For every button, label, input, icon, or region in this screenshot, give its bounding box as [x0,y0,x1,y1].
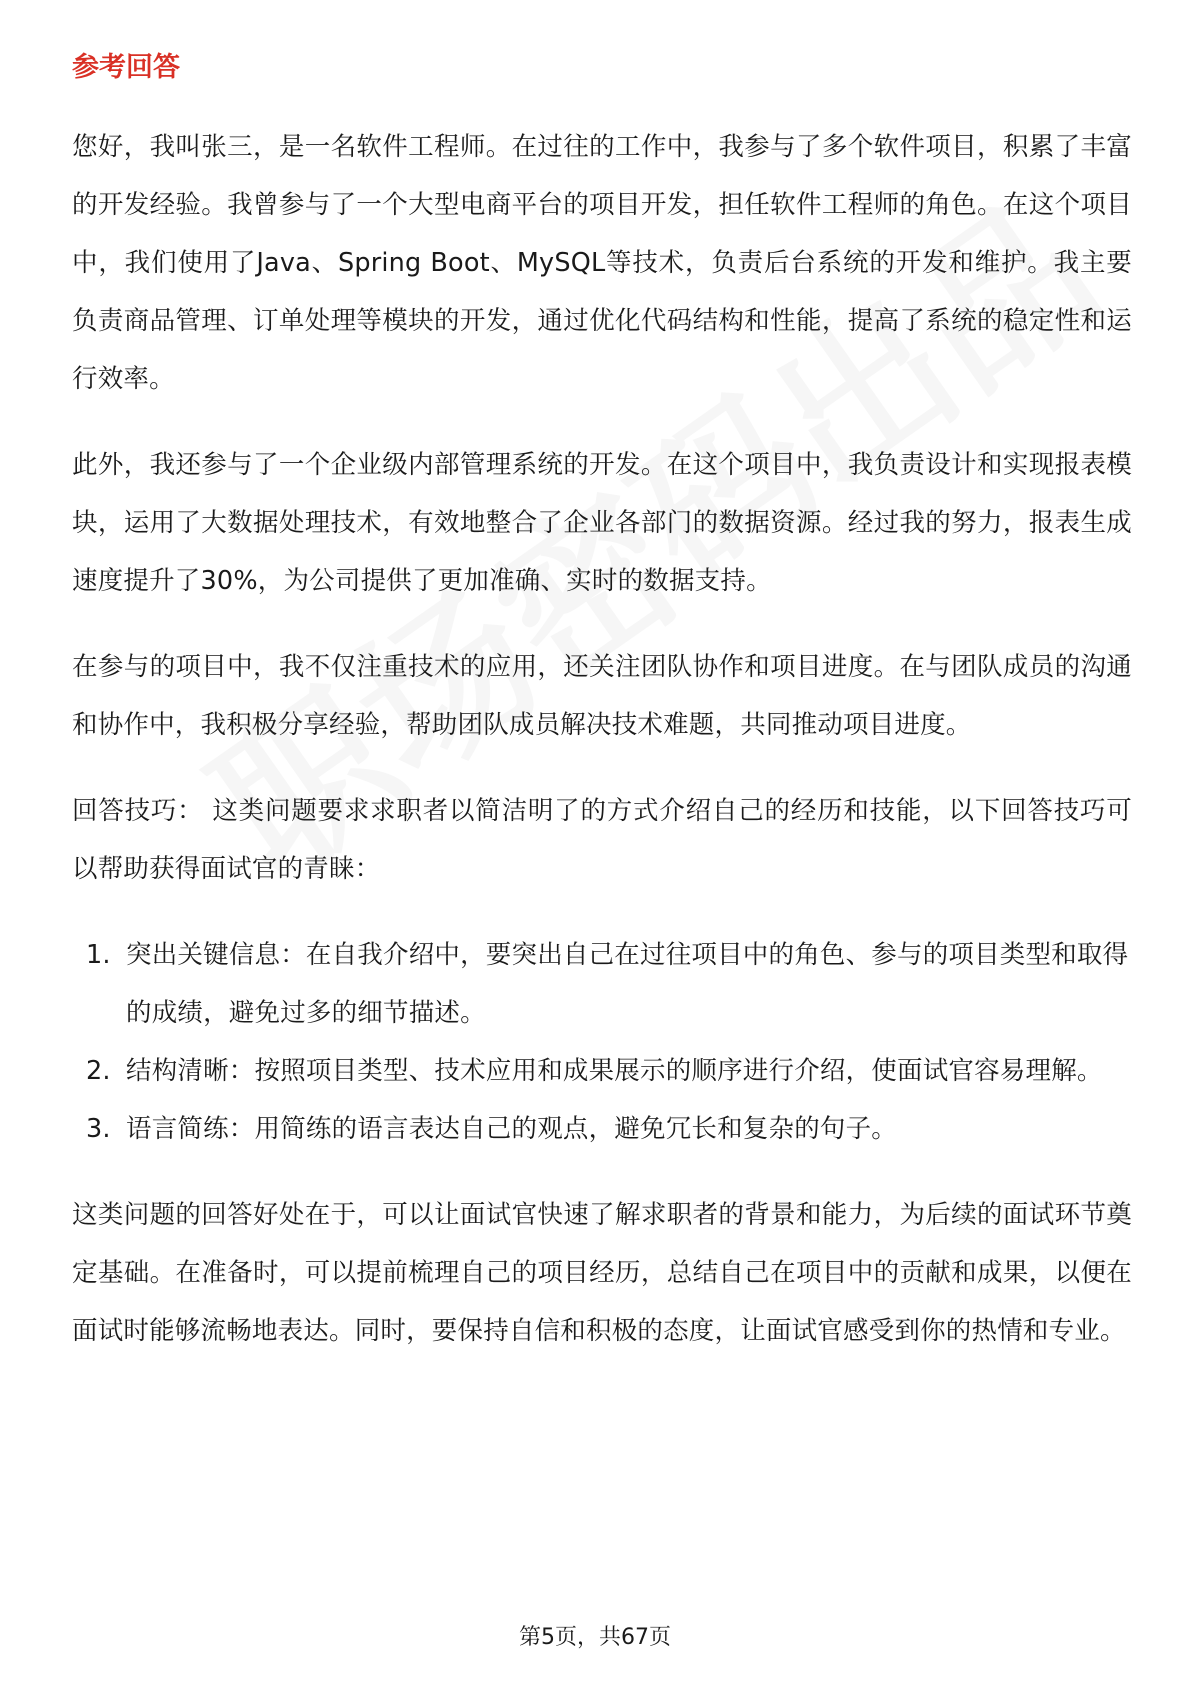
paragraph-closing: 这类问题的回答好处在于，可以让面试官快速了解求职者的背景和能力，为后续的面试环节奠定基础。在准备时，可以提前梳理自己的项目经历，总结自己在项目中的贡献和成果，以便在面试时能够流畅地表达。同时，要保持自信和积极的态度，让面试官感受到你的热情和专业。 [72,1200,1132,1346]
list-item-number: 1. [86,940,111,970]
paragraph-project-2: 此外，我还参与了一个企业级内部管理系统的开发。在这个项目中，我负责设计和实现报表模块，运用了大数据处理技术，有效地整合了企业各部门的数据资源。经过我的努力，报表生成速度提升了30%，为公司提供了更加准确、实时的数据支持。 [72,450,1132,596]
page-number: 第5页，共67页 [519,1625,671,1650]
list-item [72,926,1132,1042]
section-title: 参考回答 [72,52,180,83]
list-item-number: 3. [86,1114,111,1144]
paragraph-intro: 您好，我叫张三，是一名软件工程师。在过往的工作中，我参与了多个软件项目，积累了丰富的开发经验。我曾参与了一个大型电商平台的项目开发，担任软件工程师的角色。在这个项目中，我们使用了Java、Spring Boot、MySQL等技术，负责后台系统的开发和维护。我主要负责商品管理、订单处理等模块的开发，通过优化代码结构和性能，提高了系统的稳定性和运行效率。 [72,132,1132,394]
list-item-number: 2. [86,1056,111,1086]
list-item [72,1100,1132,1158]
paragraph-teamwork: 在参与的项目中，我不仅注重技术的应用，还关注团队协作和项目进度。在与团队成员的沟通和协作中，我积极分享经验，帮助团队成员解决技术难题，共同推动项目进度。 [72,652,1132,740]
paragraph-tips-intro: 回答技巧： 这类问题要求求职者以简洁明了的方式介绍自己的经历和技能，以下回答技巧可以帮助获得面试官的青睐： [72,796,1132,884]
page-content [72,48,1132,1388]
tips-list [72,926,1132,1158]
list-item-text: 结构清晰：按照项目类型、技术应用和成果展示的顺序进行介绍，使面试官容易理解。 [126,1056,1103,1086]
list-item-text: 语言简练：用简练的语言表达自己的观点，避免冗长和复杂的句子。 [126,1114,898,1144]
list-item-text: 突出关键信息：在自我介绍中，要突出自己在过往项目中的角色、参与的项目类型和取得的成绩，避免过多的细节描述。 [126,940,1129,1028]
list-item [72,1042,1132,1100]
